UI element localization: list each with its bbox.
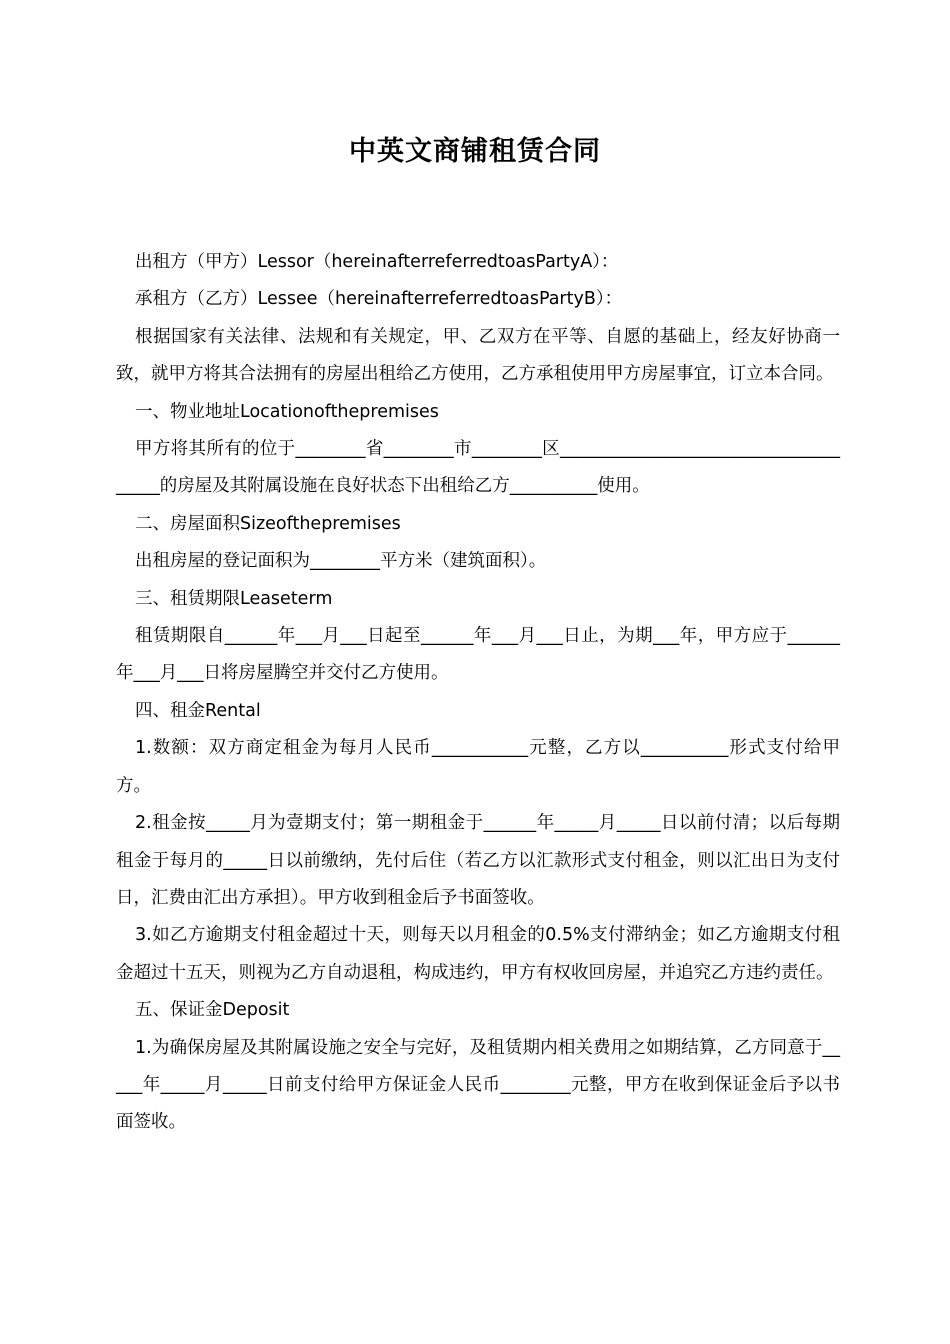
rental-clause-2: 2.租金按_____月为壹期支付；第一期租金于______年_____月_____日以前付清；以后每期租金于每月的_____日以前缴纳，先付后住（若乙方以汇款形式支付租金，则以汇出日为支付日，汇费由汇出方承担）。甲方收到租金后予书面签收。 <box>116 813 840 908</box>
lessee-line: 承租方（乙方）Lessee（hereinafterreferredtoasPartyB）： <box>135 289 623 310</box>
section-heading-location: 一、物业地址Locationofthepremises <box>135 401 439 422</box>
document-body <box>116 244 840 1142</box>
size-paragraph: 出租房屋的登记面积为________平方米（建筑面积）。 <box>135 551 547 572</box>
section-heading-deposit: 五、保证金Deposit <box>135 1000 290 1021</box>
rental-clause-1: 1.数额：双方商定租金为每月人民币___________元整，乙方以__________形式支付给甲方。 <box>116 738 840 796</box>
rental-clause-3: 3.如乙方逾期支付租金超过十天，则每天以月租金的0.5%支付滞纳金；如乙方逾期支付租金超过十五天，则视为乙方自动退租，构成违约，甲方有权收回房屋，并追究乙方违约责任。 <box>116 925 840 983</box>
lease-term-paragraph: 租赁期限自______年___月___日起至______年___月___日止，为期___年，甲方应于______年___月___日将房屋腾空并交付乙方使用。 <box>116 626 840 684</box>
location-paragraph: 甲方将其所有的位于________省________市________区_____________________________________的房屋及其附属设施在良好状态下出租给乙方__________使用。 <box>116 439 840 497</box>
section-heading-lease-term: 三、租赁期限Leaseterm <box>135 588 333 609</box>
section-heading-size: 二、房屋面积Sizeofthepremises <box>135 513 401 534</box>
document-title: 中英文商铺租赁合同 <box>349 136 601 167</box>
deposit-clause-1: 1.为确保房屋及其附属设施之安全与完好，及租赁期内相关费用之如期结算，乙方同意于_____年_____月_____日前支付给甲方保证金人民币________元整，甲方在收到保证金后予以书面签收。 <box>116 1037 840 1133</box>
section-heading-rental: 四、租金Rental <box>135 700 261 721</box>
lessor-line: 出租方（甲方）Lessor（hereinafterreferredtoasPartyA）： <box>135 252 619 272</box>
preamble-paragraph: 根据国家有关法律、法规和有关规定，甲、乙双方在平等、自愿的基础上，经友好协商一致，就甲方将其合法拥有的房屋出租给乙方使用，乙方承租使用甲方房屋事宜，订立本合同。 <box>116 326 840 385</box>
